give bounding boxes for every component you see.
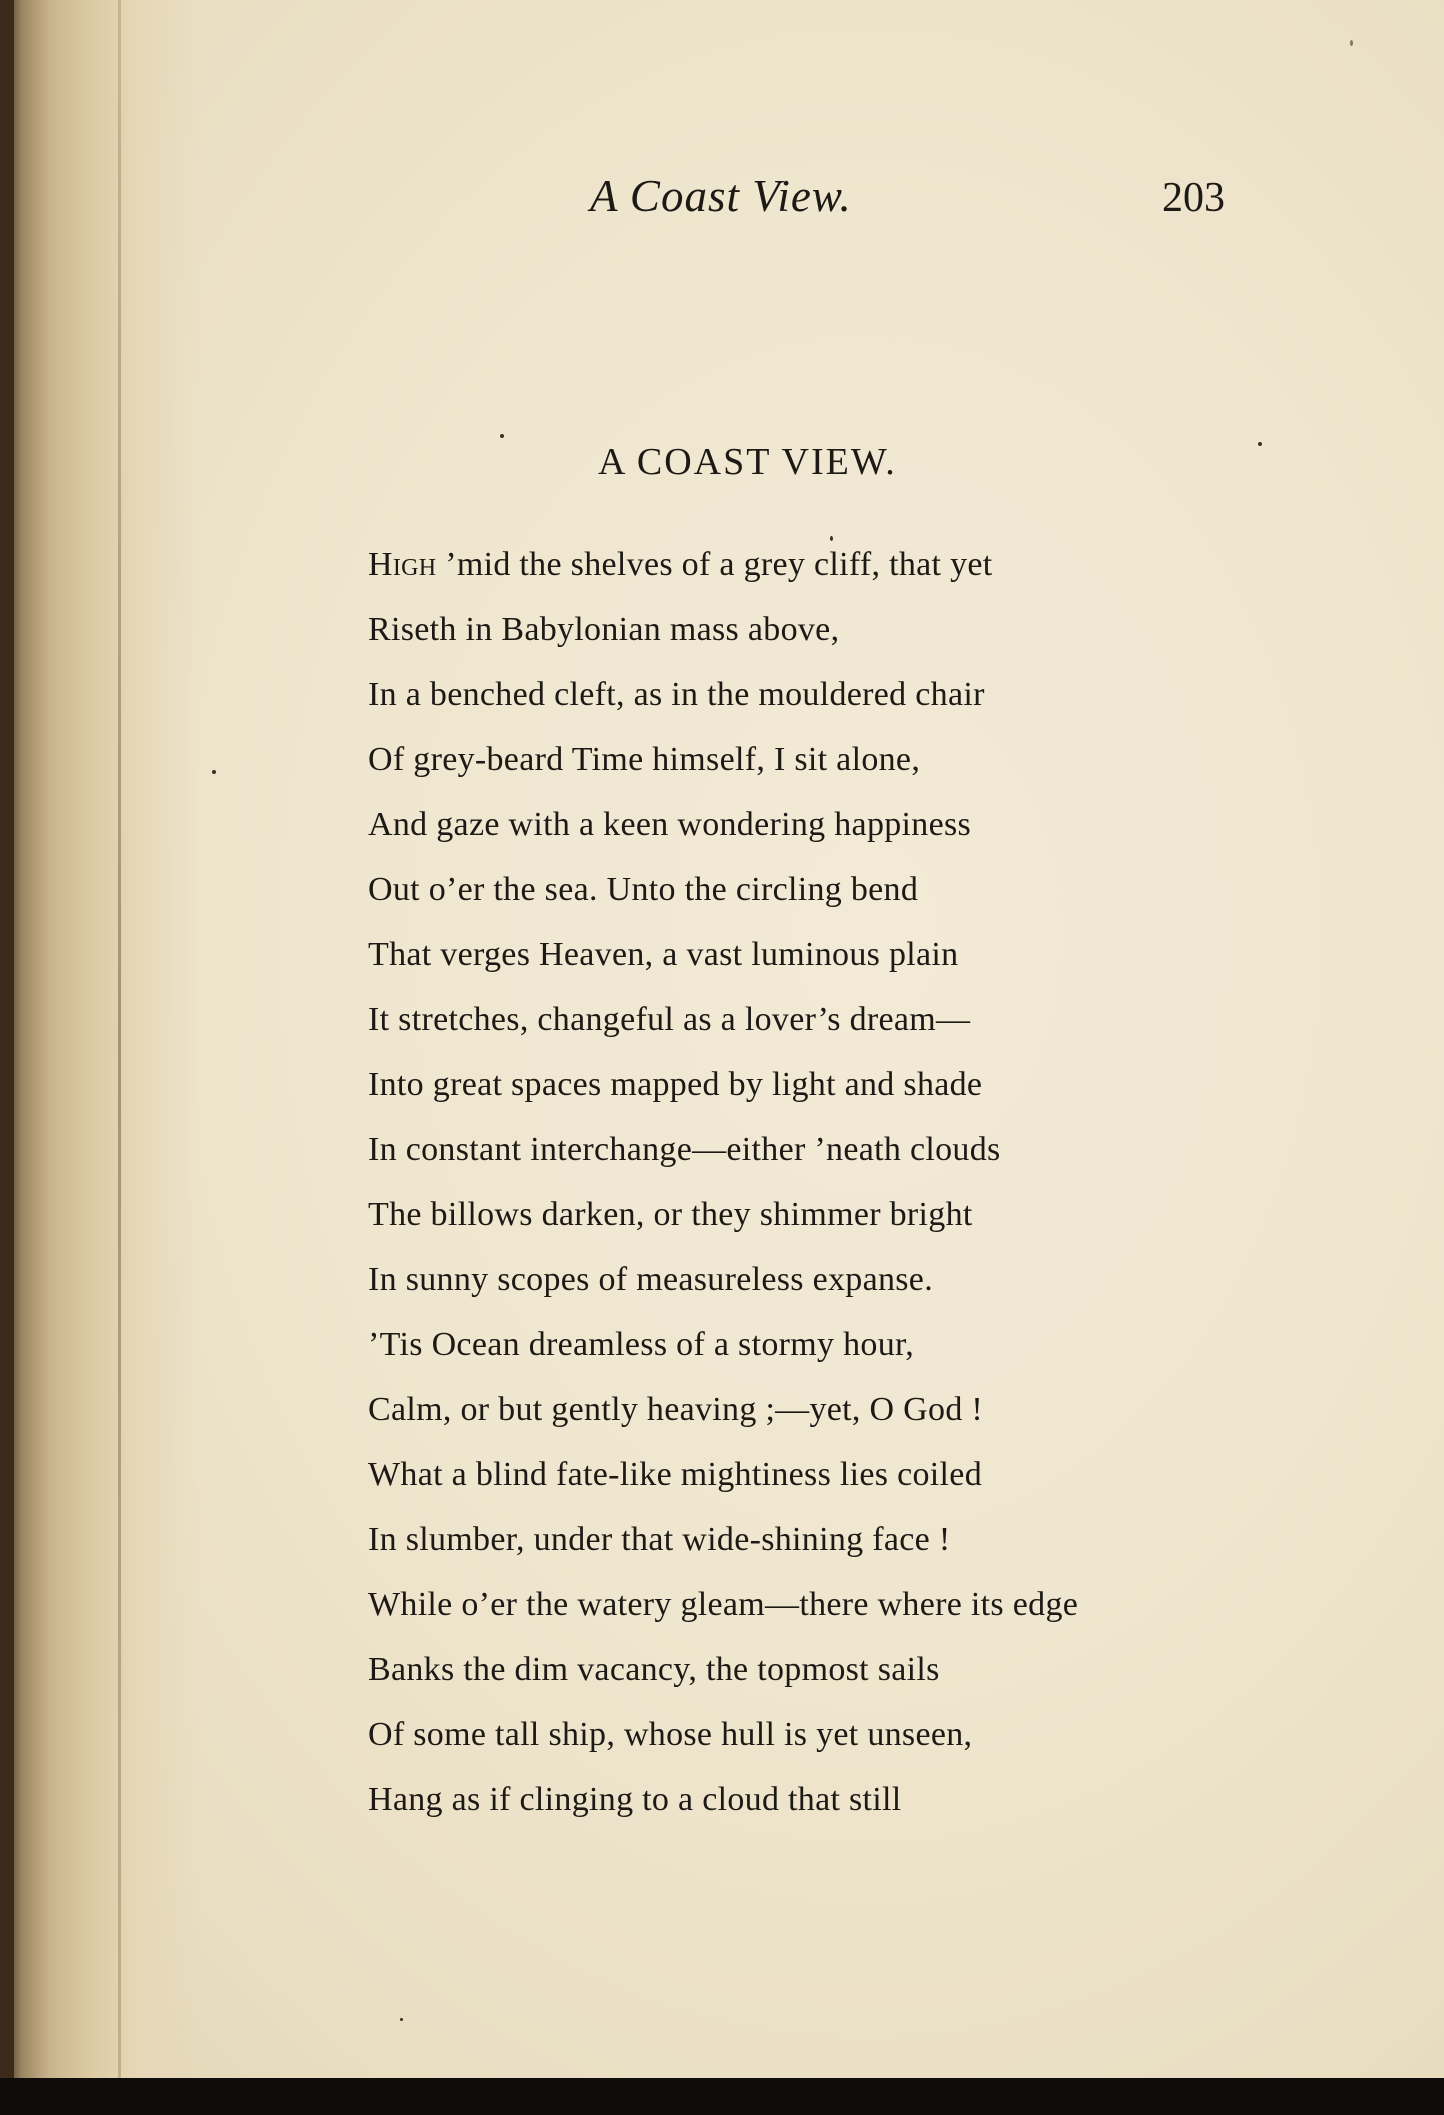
poem-line	[368, 540, 993, 590]
poem-line: In constant interchange—either ’neath clouds	[368, 1131, 1001, 1168]
poem-first-word: High	[368, 546, 437, 583]
poem-line: Into great spaces mapped by light and shade	[368, 1066, 983, 1103]
paper-speck	[400, 2018, 403, 2021]
poem-line: And gaze with a keen wondering happiness	[368, 806, 972, 843]
running-head-title: A Coast View.	[590, 171, 852, 221]
poem-line: That verges Heaven, a vast luminous plain	[368, 936, 959, 973]
poem-line: In a benched cleft, as in the mouldered chair	[368, 676, 985, 713]
paper-speck	[1258, 442, 1262, 446]
scan-background-edge	[0, 2078, 1444, 2115]
poem-line: Of grey-beard Time himself, I sit alone,	[368, 741, 921, 778]
poem-line: Riseth in Babylonian mass above,	[368, 611, 840, 648]
running-head	[0, 170, 1444, 240]
poem-line: It stretches, changeful as a lover’s dream—	[368, 1001, 971, 1038]
page-gutter-shadow	[0, 0, 200, 2078]
poem-line: Banks the dim vacancy, the topmost sails	[368, 1651, 940, 1688]
poem-line: While o’er the watery gleam—there where its edge	[368, 1586, 1079, 1623]
gutter-fold-line	[118, 0, 121, 2078]
binding-edge	[0, 0, 14, 2078]
poem-line: What a blind fate-like mightiness lies coiled	[368, 1456, 982, 1493]
paper-speck	[500, 434, 504, 438]
poem-line: Hang as if clinging to a cloud that still	[368, 1781, 902, 1818]
paper-speck	[1350, 40, 1353, 46]
page-number: 203	[1162, 175, 1225, 221]
poem-title: A COAST VIEW.	[598, 441, 897, 483]
poem-line: ’Tis Ocean dreamless of a stormy hour,	[368, 1326, 915, 1363]
paper-speck	[212, 770, 216, 774]
poem-line: The billows darken, or they shimmer bright	[368, 1196, 973, 1233]
poem-line: In slumber, under that wide-shining face !	[368, 1521, 951, 1558]
poem-line: Of some tall ship, whose hull is yet unseen,	[368, 1716, 973, 1753]
poem-line: Out o’er the sea. Unto the circling bend	[368, 871, 919, 908]
poem-line: In sunny scopes of measureless expanse.	[368, 1261, 933, 1298]
poem-line: Calm, or but gently heaving ;—yet, O God !	[368, 1391, 984, 1428]
poem-first-line-rest: ’mid the shelves of a grey cliff, that yet	[436, 546, 993, 583]
paper-speck	[830, 536, 833, 541]
